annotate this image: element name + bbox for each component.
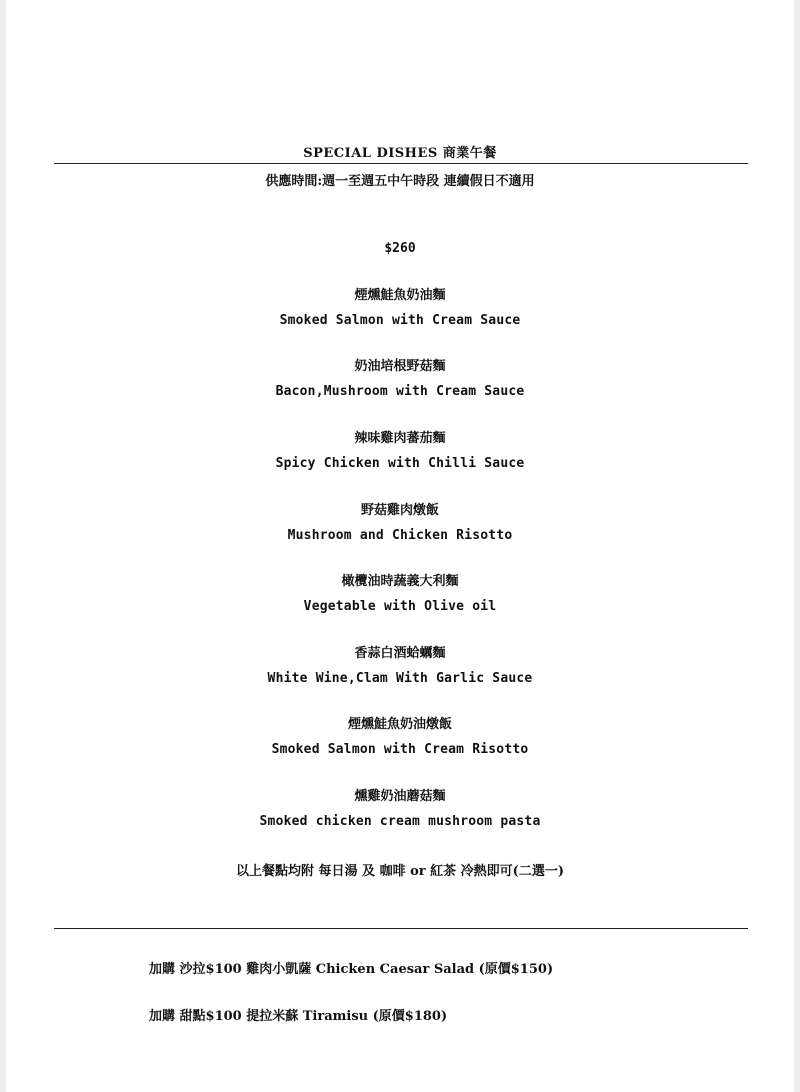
dish-name-zh: 奶油培根野菇麵 [354,359,446,374]
top-divider [54,163,748,164]
dish-item [6,287,794,330]
dish-name-en: Bacon,Mushroom with Cream Sauce [275,384,525,399]
addon-dessert: 加購 甜點$100 提拉米蘇 Tiramisu (原價$180) [149,1009,448,1024]
addon-salad: 加購 沙拉$100 雞肉小凱薩 Chicken Caesar Salad (原價$150) [149,962,554,977]
serving-hours: 供應時間:週一至週五中午時段 連續假日不適用 [265,174,535,189]
dish-name-en: Smoked chicken cream mushroom pasta [259,814,541,829]
dish-name-en: Spicy Chicken with Chilli Sauce [275,456,525,471]
dish-name-zh: 辣味雞肉蕃茄麵 [354,431,446,446]
dish-name-zh: 燻雞奶油蘑菇麵 [354,789,446,804]
set-includes-note: 以上餐點均附 每日湯 及 咖啡 or 紅茶 冷熱即可(二選一) [236,864,564,879]
dish-name-zh: 野菇雞肉燉飯 [360,503,439,518]
dish-name-zh: 煙燻鮭魚奶油麵 [354,288,446,303]
dish-item [6,502,794,545]
dish-name-en: Vegetable with Olive oil [303,599,497,614]
dish-item [6,716,794,759]
dish-item [6,788,794,831]
menu-page [6,0,794,1092]
dish-item [6,430,794,473]
dish-item [6,573,794,616]
dish-name-en: White Wine,Clam With Garlic Sauce [267,671,533,686]
dish-item [6,645,794,688]
dish-name-zh: 煙燻鮭魚奶油燉飯 [347,717,452,732]
bottom-divider [54,928,748,929]
dish-name-zh: 香蒜白酒蛤蠣麵 [354,646,446,661]
dish-item [6,358,794,401]
dish-name-en: Smoked Salmon with Cream Sauce [279,313,521,328]
dish-name-en: Mushroom and Chicken Risotto [287,528,513,543]
dish-name-en: Smoked Salmon with Cream Risotto [271,742,529,757]
menu-title: SPECIAL DISHES 商業午餐 [303,146,497,161]
dish-name-zh: 橄欖油時蔬義大利麵 [341,574,459,589]
set-price: $260 [384,241,416,256]
